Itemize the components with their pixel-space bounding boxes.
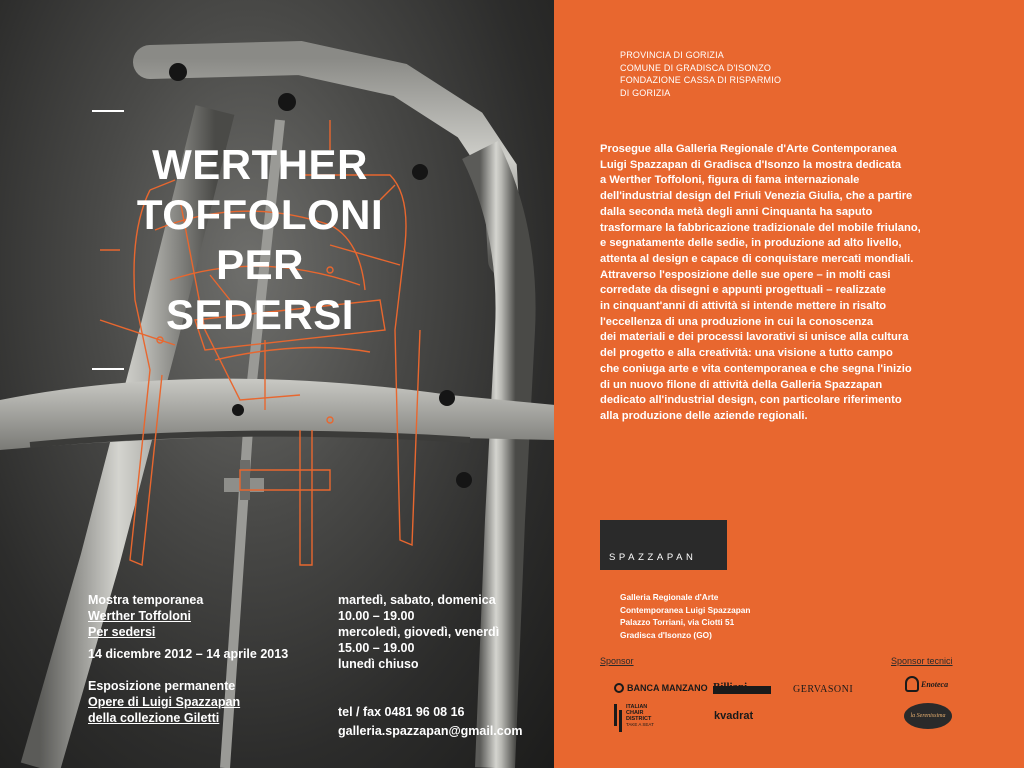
address-line: Contemporanea Luigi Spazzapan: [620, 604, 751, 615]
banca-manzano-text: BANCA MANZANO: [627, 683, 708, 693]
exhibition-type: Mostra temporanea: [88, 593, 204, 607]
description-line: Attraverso l'esposizione delle sue opere – in molti casi: [600, 268, 891, 281]
hours-days1: martedì, sabato, domenica: [338, 593, 496, 607]
permanent-label: Esposizione permanente: [88, 679, 236, 693]
description-line: dell'industrial design del Friuli Venezia Giulia, che a partire: [600, 190, 913, 203]
description-line: Luigi Spazzapan di Gradisca d'Isonzo la mostra dedicata: [600, 158, 902, 171]
crown-icon: [905, 676, 919, 692]
description-line: a Werther Toffoloni, figura di fama internazionale: [600, 174, 860, 187]
sponsor-label: Sponsor: [600, 656, 634, 666]
banca-manzano-logo: [614, 683, 708, 693]
chair-district-icon: [614, 704, 617, 726]
description-line: del progetto e alla creatività: una visione a tutto campo: [600, 347, 893, 360]
description-line: in cinquant'anni di attività si intende mettere in risalto: [600, 300, 887, 313]
chair-district-text: [626, 704, 654, 728]
title-top-rule: [92, 110, 124, 112]
tech-sponsor-label: Sponsor tecnici: [891, 656, 953, 666]
chair-district-word: CHAIR: [626, 710, 644, 716]
exhibition-dates: 14 dicembre 2012 – 14 aprile 2013: [88, 647, 289, 661]
description-line: attenta al design e capace di conquistare mercati mondiali.: [600, 252, 914, 265]
billiani-text: Billiani: [713, 681, 748, 693]
spazzapan-logo: [600, 520, 727, 570]
opening-hours: [338, 592, 499, 672]
description-line: che coniuga arte e vita contemporanea e che segna l'inizio: [600, 362, 912, 375]
title-line: PER: [216, 241, 304, 288]
banca-manzano-icon: [614, 683, 624, 693]
gervasoni-logo: [793, 684, 853, 695]
chair-district-icon-bar: [619, 710, 622, 732]
title-line: SEDERSI: [166, 291, 354, 338]
institution-item: COMUNE DI GRADISCA D'ISONZO: [620, 62, 772, 73]
enoteca-logo: [905, 676, 948, 692]
contact-info: [338, 703, 522, 741]
la-serenissima-text: la Serenissima: [910, 713, 946, 719]
title-bottom-rule: [92, 368, 124, 370]
exhibition-description: [600, 142, 985, 425]
exhibition-name-line1: Werther Toffoloni: [88, 609, 191, 623]
description-line: dedicato all'industrial design, con particolare riferimento: [600, 394, 902, 407]
description-line: e segnatamente delle sedie, in produzione ad alto livello,: [600, 237, 902, 250]
chair-district-word: DISTRICT: [626, 716, 652, 722]
permanent-line1: Opere di Luigi Spazzapan: [88, 695, 241, 709]
contact-phone: tel / fax 0481 96 08 16: [338, 705, 465, 719]
chair-district-word: ITALIAN: [626, 704, 648, 710]
description-line: alla produzione delle aziende regionali.: [600, 409, 808, 422]
institutions-list: [620, 49, 781, 99]
gervasoni-text: GERVASONI: [793, 684, 854, 695]
description-line: Prosegue alla Galleria Regionale d'Arte Contemporanea: [600, 143, 897, 155]
italian-chair-district-logo: [614, 704, 654, 732]
title-line: TOFFOLONI: [136, 191, 384, 238]
kvadrat-text: kvadrat: [714, 710, 754, 722]
enoteca-text: Enoteca: [921, 679, 949, 689]
chair-district-tagline: TAKE A SEAT: [626, 722, 654, 727]
description-line: dei materiali e dei processi lavorativi si unisce alla cultura: [600, 331, 909, 344]
description-line: trasformare la fabbricazione tradizionale del mobile friulano,: [600, 221, 921, 234]
hours-closed: lunedì chiuso: [338, 657, 419, 671]
title-line: WERTHER: [152, 141, 368, 188]
exhibition-title: [110, 140, 410, 340]
institution-item: DI GORIZIA: [620, 87, 671, 98]
spazzapan-logo-text: SPAZZAPAN: [609, 552, 697, 563]
hours-time2: 15.00 – 19.00: [338, 641, 415, 655]
permanent-line2: della collezione Giletti: [88, 711, 220, 725]
description-line: l'eccellenza di una produzione in cui la conoscenza: [600, 315, 874, 328]
description-line: di un nuovo filone di attività della Galleria Spazzapan: [600, 378, 883, 391]
la-serenissima-logo: [904, 703, 952, 729]
billiani-logo: [713, 682, 771, 694]
description-line: dalla seconda metà degli anni Cinquanta ha saputo: [600, 205, 873, 218]
hours-days2: mercoledì, giovedì, venerdì: [338, 625, 500, 639]
institution-item: PROVINCIA DI GORIZIA: [620, 50, 725, 60]
hours-time1: 10.00 – 19.00: [338, 609, 415, 623]
contact-email[interactable]: galleria.spazzapan@gmail.com: [338, 724, 523, 738]
exhibition-name-line2: Per sedersi: [88, 625, 156, 639]
address-line: Palazzo Torriani, via Ciotti 51: [620, 617, 735, 627]
address-line: Galleria Regionale d'Arte: [620, 592, 719, 602]
kvadrat-logo: [714, 710, 753, 722]
address-line: Gradisca d'Isonzo (GO): [620, 629, 712, 640]
description-line: corredate da disegni e appunti progettuali – realizzate: [600, 284, 886, 297]
exhibition-info: [88, 592, 288, 726]
institution-item: FONDAZIONE CASSA DI RISPARMIO: [620, 75, 782, 85]
gallery-address: [620, 591, 750, 641]
